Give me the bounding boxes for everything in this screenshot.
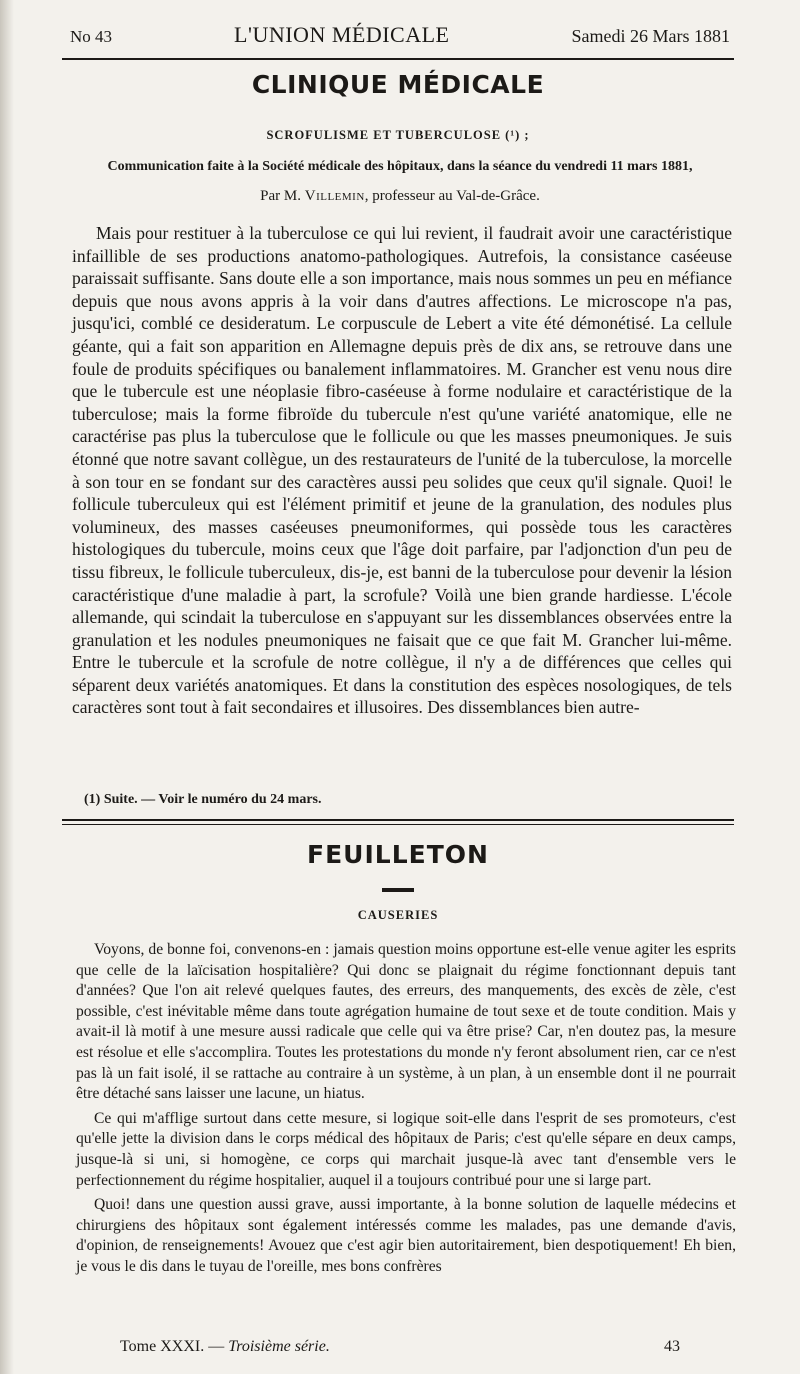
series-label: Troisième série. — [228, 1338, 330, 1355]
author-line — [70, 188, 730, 205]
clinique-body-text: Mais pour restituer à la tuberculose ce qui lui revient, il faudrait avoir une caractéristique infaillible de ses productions anatomo-pathologiques. Autrefois, la consistance caséeuse paraissait suffisante. Sans doute elle a son importance, mais nous sommes un peu en méfiance depuis que nous avons appris à la voir dans d'autres affections. Le microscope n'a pas, jusqu'ici, comblé ce desideratum. Le corpuscule de Lebert a vite été démonétisé. La cellule géante, qui a fait son apparition en Allemagne depuis près de dix ans, se retrouve dans une foule de produits spécifiques ou banalement inflammatoires. M. Grancher est venu nous dire que le tubercule est une néoplasie fibro-caséeuse à forme nodulaire et caractéristique de la tuberculose; mais la forme fibroïde du tubercule n'est qu'une variété anatomique, elle ne caractérise pas plus la tuberculose que le follicule ou que les masses pneumoniques. Je suis étonné que notre savant collègue, un des restaurateurs de l'unité de la tuberculose, la morcelle à son tour en se fondant sur des caractères aussi peu solides que ceux qu'il signale. Quoi! le follicule tuberculeux qui est l'élément primitif et jeune de la granulation, des nodules plus volumineux, des masses caséeuses pneumoniformes, qui possède tous les caractères histologiques du tubercule, moins ceux que l'âge doit parfaire, par l'adjonction d'un peu de tissu fibreux, le follicule tuberculeux, dis-je, est banni de la tuberculose pour devenir la lésion caractéristique d'une maladie à part, la scrofule? Voilà une bien grande hardiesse. L'école allemande, qui scindait la tuberculose en s'appuyant sur les dissemblances observées entre la granulation et les nodules pneumoniques ne faisait que ce que fait M. Grancher lui-même. Entre le tubercule et la scrofule de notre collègue, il n'y a de différences que celles qui séparent deux variétés anatomiques. Et dans la constitution des espèces nosologiques, de tels caractères sont tout à fait secondaires et illusoires. Des dissemblances bien autre- — [72, 223, 732, 718]
article-title: SCROFULISME ET TUBERCULOSE (¹) ; — [266, 128, 530, 142]
feuilleton-subtitle: CAUSERIES — [357, 908, 439, 922]
issue-date: Samedi 26 Mars 1881 — [571, 26, 730, 46]
feuilleton-body — [76, 940, 736, 1282]
header-rule — [62, 58, 734, 60]
page-number: 43 — [664, 1338, 680, 1355]
page-header — [70, 22, 730, 52]
section-title-clinique: CLINIQUE MÉDICALE — [251, 70, 545, 99]
issue-number: No 43 — [70, 27, 113, 46]
journal-title: L'UNION MÉDICALE — [234, 22, 450, 47]
communication-line: Communication faite à la Société médicale des hôpitaux, dans la séance du vendredi 11 mars 1881, — [107, 159, 693, 174]
tome-label — [120, 1338, 330, 1356]
author-prefix: Par M. — [260, 188, 301, 204]
ornament-rule — [382, 888, 414, 892]
tome-number: Tome XXXI. — — [120, 1338, 225, 1355]
author-suffix: , professeur au Val-de-Grâce. — [364, 188, 540, 204]
paragraph: Voyons, de bonne foi, convenons-en : jamais question moins opportune est-elle venue agiter les esprits que celle de la laïcisation hospitalière? Qui donc se plaignait du régime fonctionnant depuis tant d'années? Que l'on ait relevé quelques fautes, des erreurs, des manquements, des excès de zèle, c'est possible, c'est inévitable même dans toute agrégation humaine de tout sexe et de toute condition. Mais y avait-il là motif à une mesure aussi radicale que celle qui va être prise? Car, n'en doutez pas, la mesure est résolue et elle s'accomplira. Toutes les protestations du monde n'y feront absolument rien, car ce n'est pas là un fait isolé, il se rattache au contraire à un système, à un plan, à un ensemble dont il ne pourrait être détaché sans laisser une lacune, un hiatus. — [76, 941, 736, 1103]
section-divider — [62, 819, 734, 821]
footnote: (1) Suite. — Voir le numéro du 24 mars. — [84, 792, 322, 807]
paragraph: Quoi! dans une question aussi grave, aussi importante, à la bonne solution de laquelle médecins et chirurgiens des hôpitaux sont également intéressés comme les malades, pas une demande d'avis, d'opinion, de renseignements! Avouez que c'est agir bien autoritairement, bien despotiquement! Eh bien, je vous le dis dans le tuyau de l'oreille, mes bons confrères — [76, 1196, 736, 1275]
section-divider-thin — [62, 824, 734, 825]
author-name: Villemin — [304, 188, 365, 204]
section-title-feuilleton: FEUILLETON — [307, 840, 489, 869]
paragraph: Ce qui m'afflige surtout dans cette mesure, si logique soit-elle dans l'esprit de ses promoteurs, c'est qu'elle jette la division dans le corps médical des hôpitaux de Paris; c'est qu'elle sépare en deux camps, jusque-là si uni, si homogène, ce corps qui marchait jusque-là avec tant d'ensemble vers le perfectionnement du régime hospitalier, auquel il a toujours contribué pour une si large part. — [76, 1109, 736, 1189]
page-footer — [120, 1338, 680, 1356]
